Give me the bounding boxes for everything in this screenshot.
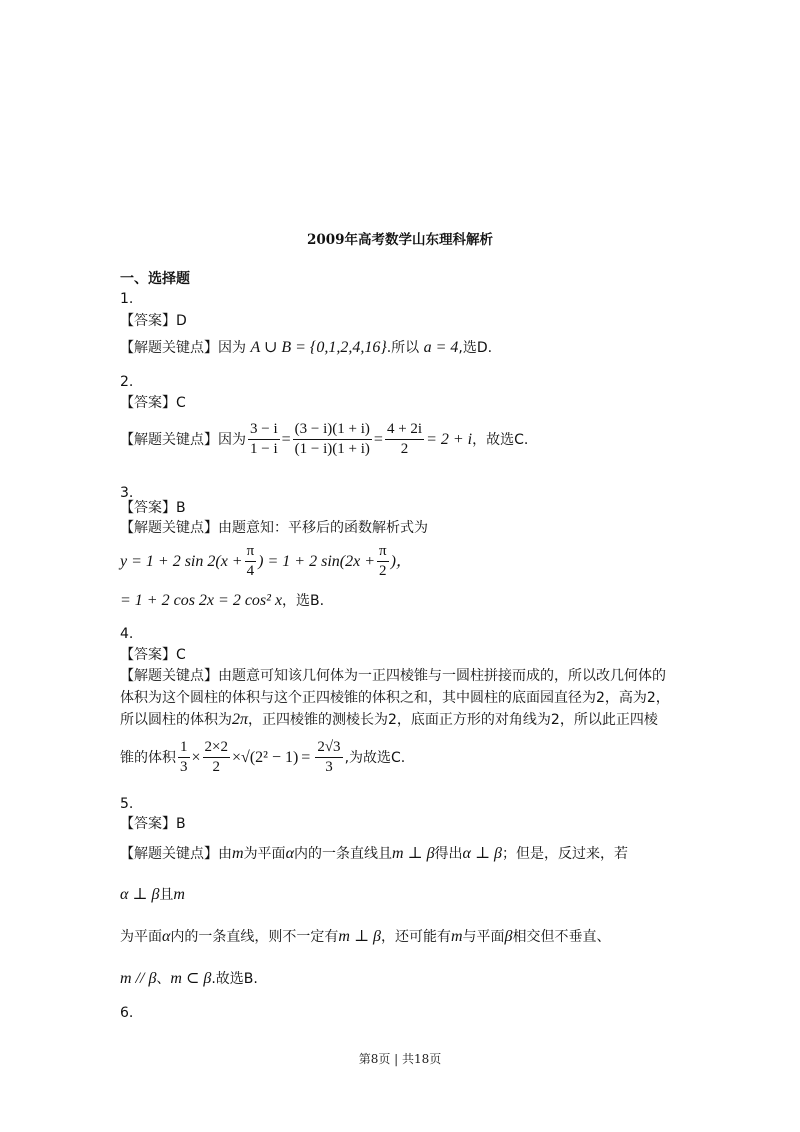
q3-eq1-a: y = 1 + 2 sin 2(x + [120, 552, 243, 570]
q3-answer: 【答案】B [120, 500, 186, 516]
q2-frac3-num: 4 + 2i [385, 421, 424, 440]
q5-line4-f1: m // β [120, 970, 157, 987]
q5-alpha: α [285, 845, 294, 862]
q2-fraction-2 [293, 421, 372, 458]
q4-line3-a: 所以圆柱的体积为 [120, 712, 232, 728]
q5-line1-b: 为平面 [243, 846, 286, 862]
q5-line3-f: m ⊥ β [338, 928, 381, 945]
q2-fraction-1 [248, 421, 280, 458]
q4-f3-den: 3 [325, 759, 333, 775]
q3-eq1-frac1-num: π [245, 543, 257, 562]
q3-equation-1 [120, 543, 412, 580]
q5-line4-tail: .故选B. [211, 971, 258, 987]
q3-eq1-frac2-den: 2 [379, 563, 387, 579]
q4-f3-num: 2√3 [315, 739, 342, 758]
q4-frac-1 [178, 739, 190, 776]
q5-line1-e: ；但是，反过来，若 [501, 846, 628, 862]
q2-frac2-num: (3 − i)(1 + i) [293, 421, 372, 440]
q3-equation-2 [120, 592, 324, 610]
q5-f2: α ⊥ β [462, 845, 502, 862]
q4-line3-formula: 2π [232, 711, 249, 728]
q1-key-label: 【解题关键点】 [120, 340, 218, 356]
q5-line3-a: 为平面 [120, 929, 162, 945]
q6-number: 6. [120, 1005, 134, 1021]
q3-key-line: 【解题关键点】由题意知：平移后的函数解析式为 [120, 520, 428, 536]
q4-line3-b: ，正四棱锥的测棱长为2，底面正方形的对角线为2，所以此正四棱 [248, 712, 658, 728]
page-footer: 第8页 | 共18页 [358, 1052, 442, 1066]
q1-number: 1. [120, 291, 134, 307]
q2-frac1-num: 3 − i [248, 421, 280, 440]
q5-line-4 [120, 970, 258, 988]
q5-line3-alpha: α [162, 928, 171, 945]
q5-line3-d: 与平面 [462, 929, 505, 945]
q5-line1-c: 内的一条直线且 [293, 846, 392, 862]
q5-line3-b: 内的一条直线，则不一定有 [170, 929, 339, 945]
q3-eq1-frac1 [245, 543, 257, 580]
q2-frac2-den: (1 − i)(1 + i) [294, 441, 370, 457]
q5-line3-m: m [450, 928, 463, 945]
section-heading: 一、选择题 [120, 271, 190, 287]
q2-fraction-3 [385, 421, 424, 458]
q5-line4-f2: m ⊂ β [170, 970, 212, 987]
q1-formula-union: A ∪ B = {0,1,2,4,16} [250, 339, 387, 356]
q4-line-1: 【解题关键点】由题意可知该几何体为一正四棱锥与一圆柱拼接而成的，所以改几何体的 [120, 668, 666, 684]
q4-equals: = [301, 748, 311, 766]
q4-sqrt: √(2² − 1) [241, 748, 299, 766]
q3-eq1-frac2-num: π [377, 543, 389, 562]
q5-line-1 [120, 845, 628, 863]
q4-frac-3 [315, 739, 342, 776]
q4-frac-2 [203, 739, 230, 776]
q3-number: 3. [120, 485, 134, 501]
q5-line-3 [120, 928, 611, 946]
document-title: 2009年高考数学山东理科解析 [306, 232, 494, 248]
q3-eq1-frac1-den: 4 [246, 563, 255, 579]
q2-frac3-den: 2 [400, 441, 409, 457]
q2-answer: 【答案】C [120, 395, 186, 411]
q2-frac1-den: 1 − i [250, 441, 278, 457]
q4-f1-num: 1 [178, 739, 190, 758]
q4-line4-a: 锥的体积 [120, 749, 176, 766]
q4-line-4 [120, 739, 405, 776]
q3-eq1-b: ) = 1 + 2 sin(2x + [258, 552, 375, 570]
q3-eq2-tail: ，选B. [282, 593, 325, 609]
q5-line3-beta: β [504, 928, 513, 945]
q5-line2-m: m [173, 886, 185, 903]
q1-answer: 【答案】D [120, 313, 187, 329]
q2-result: = 2 + i [426, 430, 473, 448]
q5-line1-a: 【解题关键点】由 [120, 846, 232, 862]
q5-line1-d: 得出 [434, 846, 463, 862]
q1-text-so: .所以 [386, 340, 420, 356]
q4-f1-den: 3 [180, 759, 188, 775]
q3-eq2: = 1 + 2 cos 2x = 2 cos² x [120, 592, 283, 609]
q1-text-because: 因为 [218, 340, 246, 356]
q3-eq1-c: )， [390, 552, 412, 570]
q4-line-2: 体积为这个圆柱的体积与这个正四棱锥的体积之和，其中圆柱的底面园直径为2，高为2， [120, 690, 670, 706]
q5-answer: 【答案】B [120, 816, 186, 832]
q1-formula-a: a = 4 [423, 339, 459, 356]
q4-number: 4. [120, 626, 134, 642]
q4-times-1: × [191, 748, 201, 766]
q5-line3-e: 相交但不垂直、 [512, 929, 611, 945]
q4-f2-num: 2×2 [203, 739, 230, 758]
q3-eq1-frac2 [377, 543, 389, 580]
q2-solution: 【解题关键点】 因为 $\frac{3 - i}{1 - i}$ = $\frac{(3 - i)(1 + i)}{(1 - i)(1 + i)}$ = $\frac{4 + 2i}{2}$ = 2 + i ，故选C. [120, 421, 529, 457]
q4-line4-b: ,为故选C. [344, 749, 406, 766]
q4-answer: 【答案】C [120, 647, 186, 663]
q5-f1: m ⊥ β [391, 845, 435, 862]
q5-number: 5. [120, 796, 134, 812]
q5-line-2 [120, 886, 185, 904]
q5-line2-f: α ⊥ β [120, 886, 160, 903]
q5-m: m [232, 845, 244, 862]
q4-f2-den: 2 [212, 759, 221, 775]
q2-key-label: 【解题关键点】 [120, 431, 218, 448]
q5-line4-sep: 、 [156, 971, 171, 987]
q2-text-choose: ，故选C. [472, 431, 529, 448]
q2-number: 2. [120, 374, 134, 390]
q1-solution [120, 339, 492, 357]
q5-line3-c: ，还可能有 [380, 929, 451, 945]
q4-line-3 [120, 711, 658, 729]
q5-line2-t: 且 [159, 887, 174, 903]
q2-text-because: 因为 [218, 431, 246, 448]
q1-text-choose: ,选D. [458, 340, 493, 356]
q4-times-2: × [232, 748, 242, 766]
